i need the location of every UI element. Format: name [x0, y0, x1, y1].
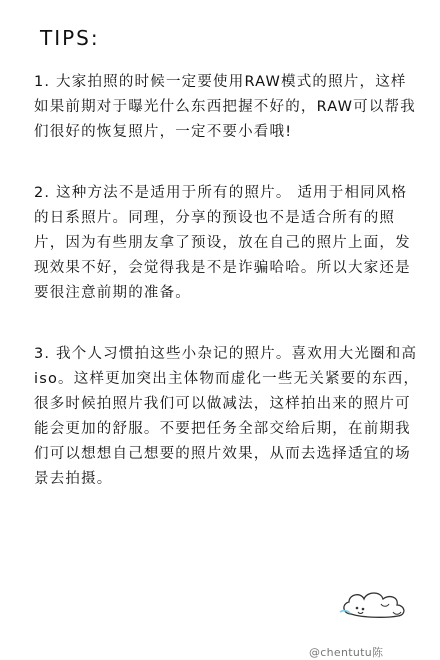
page-title: TIPS:	[40, 26, 100, 50]
tip-item-3: 3. 我个人习惯拍这些小杂记的照片。喜欢用大光圈和高iso。这样更加突出主体物而虚化一些无关紧要的东西，很多时候拍照片我们可以做减法，这样拍出来的照片可能会更加的舒服。不要把任务全部交给后期，在前期我们可以想想自己想要的照片效果，从而去选择适宜的场景去拍摄。	[34, 346, 420, 487]
watermark: @chentutu陈	[309, 646, 384, 659]
tip-item-1: 1. 大家拍照的时候一定要使用RAW模式的照片，这样如果前期对于曝光什么东西把握不好的，RAW可以帮我们很好的恢复照片，一定不要小看哦!	[34, 74, 416, 140]
tips-list	[34, 70, 420, 528]
tip-item-2: 2. 这种方法不是适用于所有的照片。 适用于相同风格的日系照片。同理，分享的预设也不是适合所有的照片，因为有些朋友拿了预设，放在自己的照片上面，发现效果不好，会觉得我是不是诈骗哈哈。所以大家还是要很注意前期的准备。	[34, 185, 411, 301]
cloud-mascot-icon	[337, 588, 415, 622]
